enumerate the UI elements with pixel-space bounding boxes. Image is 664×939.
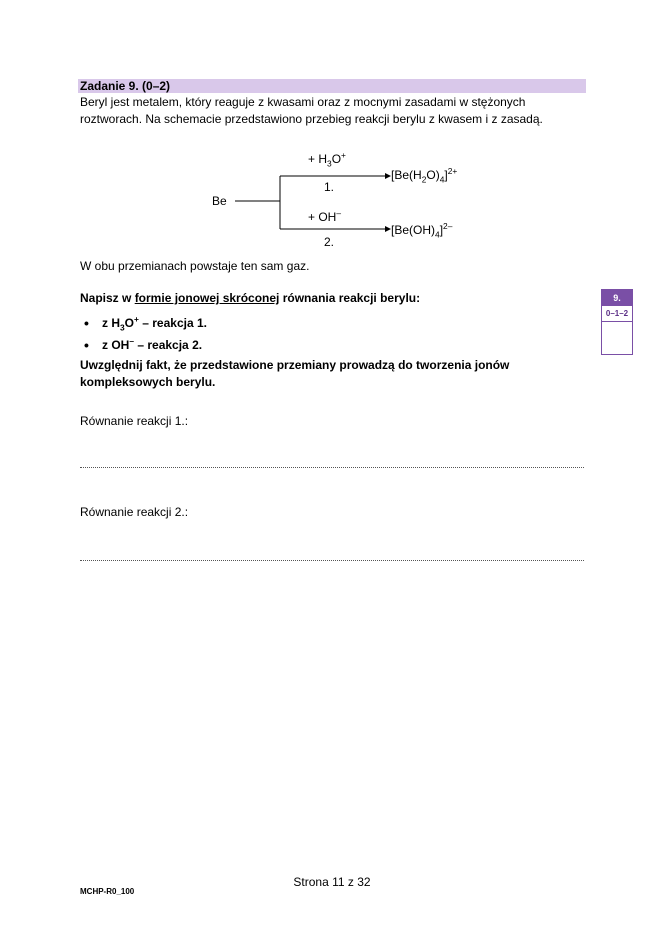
equation-2-answer-line[interactable] [80, 560, 584, 561]
task-intro: Beryl jest metalem, który reaguje z kwasami oraz z mocnymi zasadami w stężonych roztworach. Na schemacie przedstawiono przebieg reakcji berylu z kwasem i z zasadą. [80, 95, 543, 126]
top-product: $[Be(H_2O)_4]^{2+}$ [391, 166, 458, 185]
bottom-product: $[Be(OH)_4]^{2-}$ [391, 221, 453, 240]
bullet-icon: • [84, 337, 89, 353]
reaction-scheme [200, 140, 500, 260]
bottom-reagent: + OH– [308, 208, 342, 224]
score-box [601, 289, 633, 355]
score-task-number: 9. [602, 290, 632, 306]
gas-note: W obu przemianach powstaje ten sam gaz. [80, 259, 310, 273]
reactant-be: Be [212, 194, 227, 208]
equation-1-label: Równanie reakcji 1.: [80, 414, 189, 428]
score-points: 0–1–2 [602, 306, 632, 322]
scheme-lines [200, 140, 500, 260]
bullet-icon: • [84, 315, 89, 331]
list-item: • z OH– – reakcja 2. [84, 334, 207, 356]
task-title: Zadanie 9. (0–2) [80, 79, 171, 93]
task-note: Uwzględnij fakt, że przedstawione przemiany prowadzą do tworzenia jonów kompleksowych berylu. [80, 358, 510, 389]
exam-code: MCHP-R0_100 [80, 887, 135, 896]
page-number: Strona 11 z 32 [293, 875, 371, 889]
bottom-number: 2. [324, 235, 335, 249]
equation-2-label: Równanie reakcji 2.: [80, 505, 189, 519]
task-instruction: Napisz w formie jonowej skróconej równania reakcji berylu: [80, 291, 421, 305]
reaction-list [84, 312, 207, 356]
top-number: 1. [324, 180, 335, 194]
equation-1-answer-line[interactable] [80, 467, 584, 468]
list-item: • z $H_3O^+$ – reakcja 1. [84, 314, 207, 333]
score-field[interactable] [602, 322, 632, 355]
top-reagent: + $H_3O^+$ [308, 150, 346, 169]
